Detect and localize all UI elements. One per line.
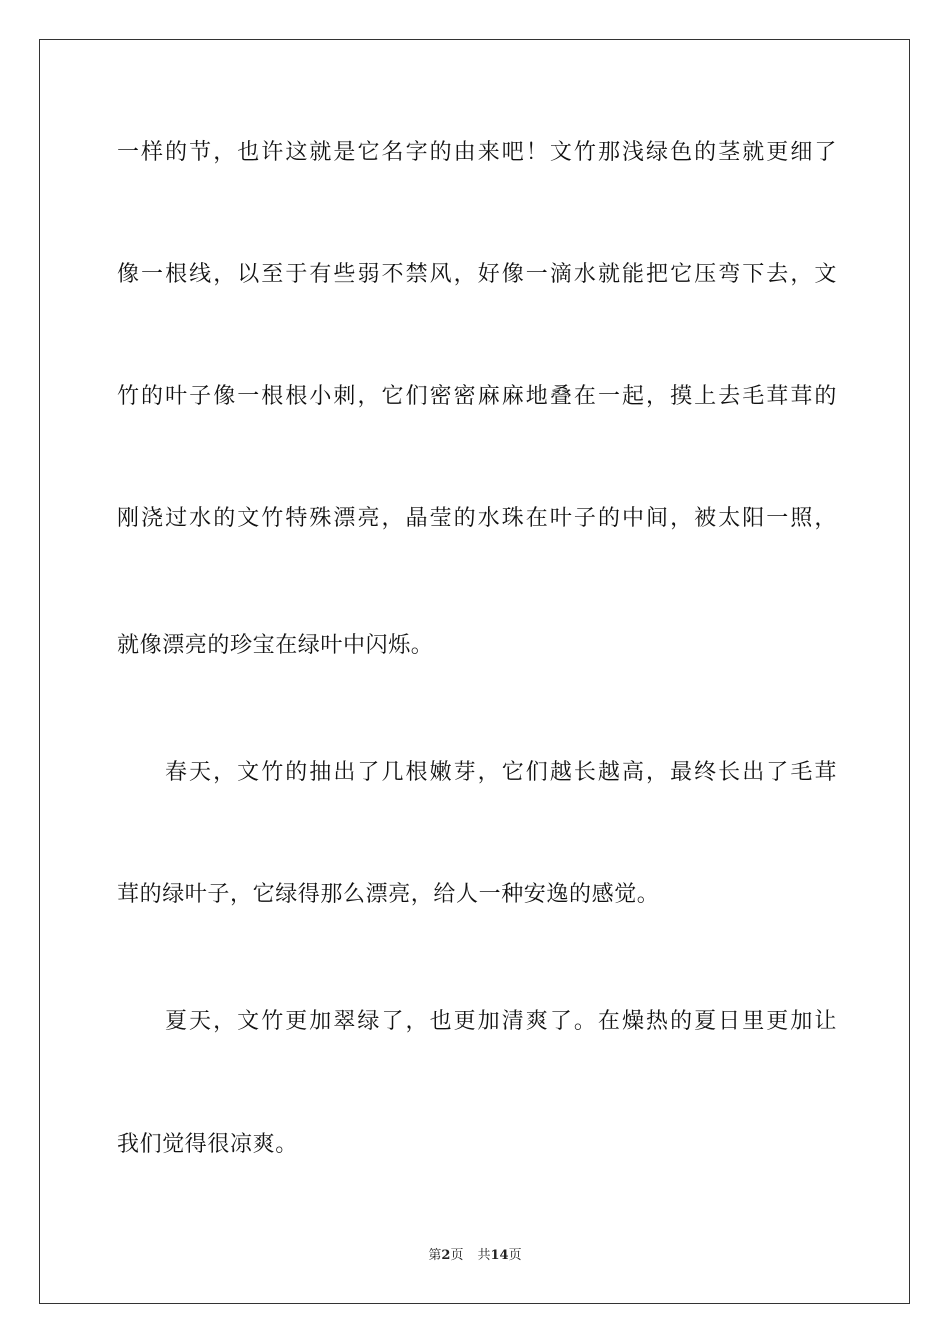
paragraph-line-8: 夏天，文竹更加翠绿了，也更加清爽了。在燥热的夏日里更加让 (165, 1009, 837, 1034)
page-footer (0, 1247, 950, 1265)
paragraph-line-1: 一样的节，也许这就是它名字的由来吧！文竹那浅绿色的茎就更细了 (117, 140, 837, 165)
page-suffix: 页 (450, 1248, 464, 1263)
paragraph-line-4: 刚浇过水的文竹特殊漂亮，晶莹的水珠在叶子的中间，被太阳一照， (117, 506, 837, 531)
paragraph-line-5: 就像漂亮的珍宝在绿叶中闪烁。 (117, 633, 434, 658)
paragraph-line-7: 茸的绿叶子，它绿得那么漂亮，给人一种安逸的感觉。 (117, 882, 660, 907)
total-prefix: 共 (477, 1248, 491, 1263)
total-suffix: 页 (508, 1248, 522, 1263)
page-border (39, 39, 910, 1304)
paragraph-line-9: 我们觉得很凉爽。 (117, 1132, 298, 1157)
paragraph-line-6: 春天，文竹的抽出了几根嫩芽，它们越长越高，最终长出了毛茸 (165, 760, 837, 785)
total-pages: 14 (490, 1248, 509, 1263)
paragraph-line-3: 竹的叶子像一根根小刺，它们密密麻麻地叠在一起，摸上去毛茸茸的 (117, 384, 837, 409)
paragraph-line-2: 像一根线，以至于有些弱不禁风，好像一滴水就能把它压弯下去，文 (117, 262, 837, 287)
page-number: 2 (441, 1248, 451, 1263)
page-prefix: 第 (428, 1248, 442, 1263)
